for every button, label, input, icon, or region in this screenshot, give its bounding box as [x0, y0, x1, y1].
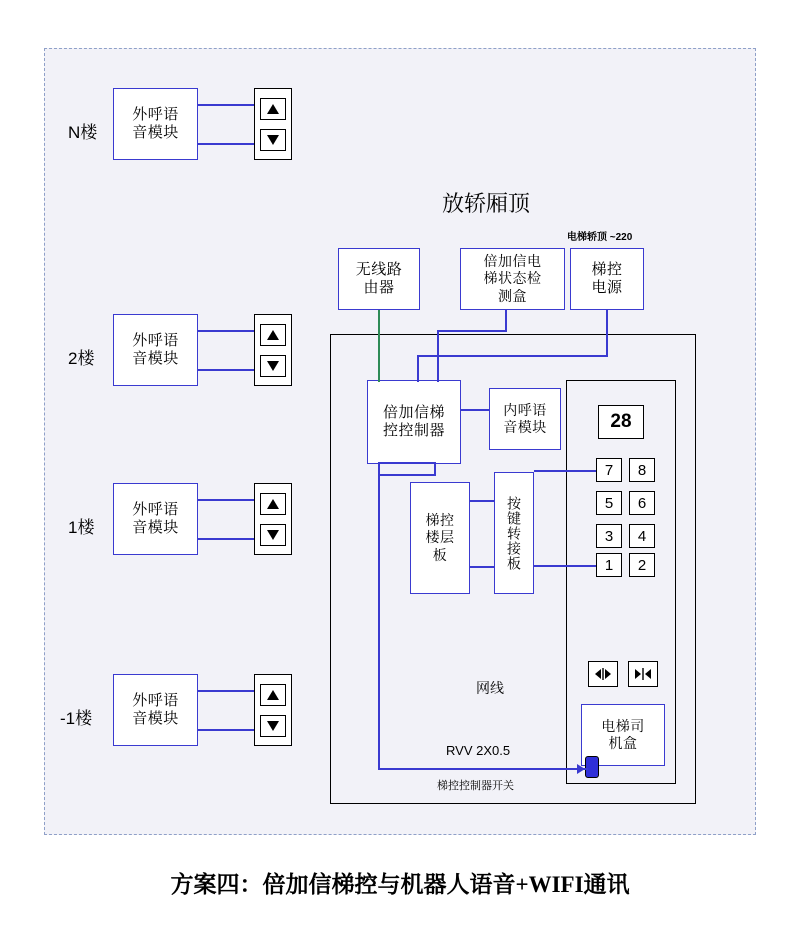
wire-power-to-controller — [417, 355, 419, 382]
inner-call-voice-module — [489, 388, 561, 450]
figure-caption: 方案四：倍加信梯控与机器人语音+WIFI通讯 — [170, 872, 630, 897]
wire-1-down — [198, 538, 254, 540]
down-arrow-icon[interactable] — [260, 355, 286, 377]
floor-board-line2: 楼层 — [425, 529, 455, 546]
wire-power-left — [417, 355, 608, 357]
wire-status-down — [505, 310, 507, 332]
outcall-module-line1: 外呼语 — [132, 105, 179, 123]
status-line3: 测盒 — [498, 287, 527, 304]
wire-2-down — [198, 369, 254, 371]
elevator-status-detect-box — [460, 248, 565, 310]
car-button-1[interactable]: 1 — [596, 553, 622, 577]
outcall-module-line1: 外呼语 — [132, 331, 179, 349]
wire-controller-bottom-stub — [378, 462, 436, 464]
car-button-7[interactable]: 7 — [596, 458, 622, 482]
outcall-module-line2: 音模块 — [132, 519, 179, 536]
wire-controller-left-bus — [378, 464, 380, 770]
net-cable-label: 网线 — [476, 680, 504, 696]
wire-floorboard-to-adapter-top — [470, 500, 494, 502]
wire-n-up — [198, 104, 254, 106]
down-arrow-icon[interactable] — [260, 129, 286, 151]
status-line2: 梯状态检 — [483, 270, 542, 287]
car-button-3[interactable]: 3 — [596, 524, 622, 548]
hall-call-keypad-minus1[interactable] — [254, 674, 292, 746]
switch-label: 梯控控制器开关 — [437, 780, 514, 792]
key-adapter-label: 按键转接板 — [506, 495, 523, 571]
up-arrow-icon[interactable] — [260, 324, 286, 346]
floor-board-line1: 梯控 — [425, 512, 455, 529]
power-line1: 梯控 — [591, 260, 623, 278]
down-arrow-icon[interactable] — [260, 715, 286, 737]
driver-box-line1: 电梯司 — [601, 717, 645, 734]
wire-2-up — [198, 330, 254, 332]
controller-line2: 控控制器 — [382, 422, 445, 439]
floor-label-1: 1楼 — [68, 518, 95, 537]
inner-voice-line2: 音模块 — [503, 419, 547, 435]
inner-voice-line1: 内呼语 — [503, 401, 547, 418]
outcall-module-line2: 音模块 — [132, 350, 179, 367]
outcall-module-line1: 外呼语 — [132, 691, 179, 709]
power-line2: 电源 — [591, 279, 623, 296]
wire-bus-to-floorboard — [378, 474, 436, 476]
controller-switch[interactable] — [585, 756, 599, 778]
floor-label-2: 2楼 — [68, 349, 95, 368]
wireless-router-box — [338, 248, 420, 310]
power-note: 电梯轿顶 ~220 — [567, 232, 633, 243]
key-adapter-board-box — [494, 472, 534, 594]
elevator-control-power-box — [570, 248, 644, 310]
wire-adapter-to-buttons-top — [534, 470, 596, 472]
wire-n-down — [198, 143, 254, 145]
hall-call-keypad-n[interactable] — [254, 88, 292, 160]
hall-call-keypad-1[interactable] — [254, 483, 292, 555]
controller-line1: 倍加信梯 — [382, 403, 445, 421]
floor-board-box — [410, 482, 470, 594]
wire-power-down — [606, 310, 608, 356]
floor-display: 28 — [598, 405, 644, 439]
car-button-6[interactable]: 6 — [629, 491, 655, 515]
outcall-module-line1: 外呼语 — [132, 500, 179, 518]
outcall-voice-module-n — [113, 88, 198, 160]
door-close-icon[interactable] — [628, 661, 658, 687]
floor-label-minus1: -1楼 — [60, 709, 93, 728]
section-title: 放轿厢顶 — [442, 191, 531, 216]
router-line2: 由器 — [363, 279, 395, 296]
wire-floorboard-to-adapter-bottom — [470, 566, 494, 568]
wire-controller-to-inner-voice — [461, 409, 489, 411]
wire-bus-to-switch — [378, 768, 588, 770]
rvv-label: RVV 2X0.5 — [446, 743, 511, 758]
status-line1: 倍加信电 — [483, 253, 542, 270]
wire-adapter-to-buttons-bottom — [534, 565, 596, 567]
floor-board-line3: 板 — [432, 546, 448, 563]
outcall-voice-module-minus1 — [113, 674, 198, 746]
car-button-5[interactable]: 5 — [596, 491, 622, 515]
up-arrow-icon[interactable] — [260, 684, 286, 706]
outcall-voice-module-2 — [113, 314, 198, 386]
driver-box-line2: 机盒 — [608, 735, 638, 751]
hall-call-keypad-2[interactable] — [254, 314, 292, 386]
router-line1: 无线路 — [355, 260, 403, 278]
up-arrow-icon[interactable] — [260, 98, 286, 120]
floor-label-n: N楼 — [68, 123, 98, 142]
up-arrow-icon[interactable] — [260, 493, 286, 515]
wire-1-up — [198, 499, 254, 501]
down-arrow-icon[interactable] — [260, 524, 286, 546]
wire-status-left — [437, 330, 507, 332]
car-button-2[interactable]: 2 — [629, 553, 655, 577]
elevator-controller-box — [367, 380, 461, 464]
car-button-4[interactable]: 4 — [629, 524, 655, 548]
outcall-voice-module-1 — [113, 483, 198, 555]
door-open-icon[interactable] — [588, 661, 618, 687]
wire-minus1-down — [198, 729, 254, 731]
outcall-module-line2: 音模块 — [132, 710, 179, 727]
wire-router-to-controller-v — [378, 310, 380, 382]
switch-arrowhead — [577, 764, 585, 774]
wire-minus1-up — [198, 690, 254, 692]
car-button-8[interactable]: 8 — [629, 458, 655, 482]
outcall-module-line2: 音模块 — [132, 124, 179, 141]
